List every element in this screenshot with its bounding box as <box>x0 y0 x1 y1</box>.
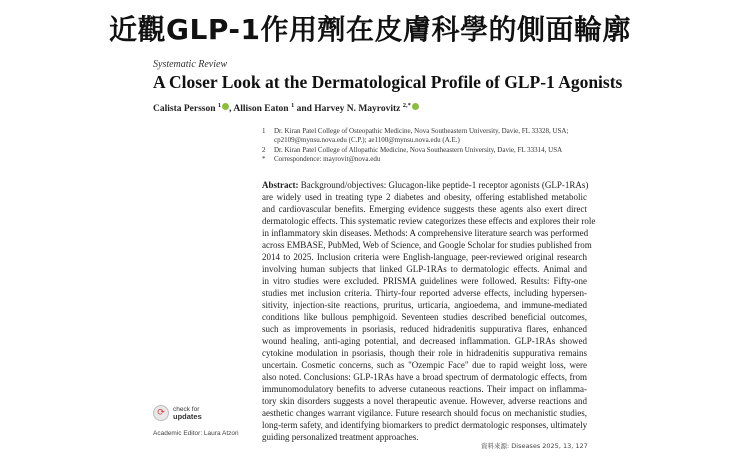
abstract-line: such as improvements in psoriasis, reduced hidradenitis suppurativa flares, enhanced <box>262 324 587 334</box>
affiliation-text: Correspondence: mayrovit@nova.edu <box>274 155 381 164</box>
banner-title: 近觀GLP-1作用劑在皮膚科學的側面輪廓 <box>109 13 631 46</box>
paper-title: A Closer Look at the Dermatological Profile of GLP-1 Agonists <box>153 72 623 92</box>
abstract-label: Abstract: <box>262 180 299 190</box>
author-list <box>153 102 419 114</box>
abstract-line: long-term safety, and identifying biomarkers to predict dermatologic responses, ultimately <box>262 420 588 430</box>
check-updates-line2: updates <box>173 412 202 421</box>
affiliation-text: Dr. Kiran Patel College of Osteopathic Medicine, Nova Southeastern University, Davie, FL 33328, USA; <box>274 127 569 135</box>
affiliation-mark: 2 <box>262 145 266 154</box>
abstract-line: wound healing, anti-aging potential, and decreased inflammation. GLP-1RAs showed <box>262 336 587 346</box>
abstract-line: are widely used in treating type 2 diabetes and obesity, offering established metabolic <box>262 192 587 202</box>
abstract-line: across EMBASE, PubMed, Web of Science, and Google Scholar for studies published from <box>262 240 592 250</box>
abstract-line: in vitro studies were excluded. PRISMA guidelines were followed. Results: Fifty-one <box>262 276 587 286</box>
article-type-label: Systematic Review <box>153 59 228 70</box>
author-name: Allison Eaton <box>233 104 289 115</box>
author-affil-mark: 1 <box>290 102 295 109</box>
check-updates-icon: ⟳ <box>153 405 169 421</box>
affiliation-row <box>262 136 568 145</box>
check-updates-line1: check for <box>173 406 200 413</box>
abstract-line: guiding personalized treatment approaches. <box>262 432 419 442</box>
abstract-line: also noted. Conclusions: GLP-1RAs have a broad spectrum of dermatologic effects, from <box>262 372 587 382</box>
abstract-line: conditions like bullous pemphigoid. Seventeen studies described beneficial outcomes, <box>262 312 587 322</box>
orcid-icon[interactable] <box>412 103 419 110</box>
source-note: 資料來源: Diseases 2025, 13, 127 <box>481 442 588 450</box>
abstract-line: tory skin disorders suggests a novel therapeutic avenue. However, adverse reactions and <box>262 396 587 406</box>
author-separator: , <box>229 104 232 115</box>
abstract-line: studies met inclusion criteria. Thirty-four reported adverse effects, including hypersen- <box>262 288 587 298</box>
author-name: Calista Persson <box>153 104 216 115</box>
affiliation-text: Dr. Kiran Patel College of Allopathic Medicine, Nova Southeastern University, Davie, FL 33314, USA <box>274 145 563 154</box>
abstract-line: 2014 to 2025. Inclusion criteria were English-language, peer-reviewed original research <box>262 252 587 262</box>
abstract-text: Background/objectives: Glucagon-like peptide-1 receptor agonists (GLP-1RAs) <box>300 180 589 190</box>
academic-editor: Academic Editor: Laura Atzori <box>153 430 239 437</box>
abstract-line <box>262 179 587 191</box>
author-affil-mark: 1 <box>217 102 222 109</box>
affiliation-row <box>262 155 568 164</box>
author-separator: and <box>296 104 312 115</box>
affiliation-mark: 1 <box>262 127 266 135</box>
abstract-line: dermatologic effects. This systematic review categorizes these effects and explores their role <box>262 216 596 226</box>
affiliation-mark <box>262 136 274 145</box>
author-name: Harvey N. Mayrovitz <box>314 104 401 115</box>
abstract-line: aesthetic changes warrant vigilance. Future research should focus on mechanistic studies, <box>262 408 587 418</box>
abstract-line: uncertain. Cosmetic concerns, such as "Ozempic Face" due to rapid weight loss, were <box>262 360 587 370</box>
check-for-updates-badge[interactable] <box>153 405 202 421</box>
check-updates-text <box>173 406 202 420</box>
abstract-line: in inflammatory skin diseases. Methods: A comprehensive literature search was performed <box>262 228 589 238</box>
abstract-line: involving human subjects that linked GLP-1RAs to dermatologic effects. Animal and <box>262 264 587 274</box>
affiliations <box>262 127 568 165</box>
abstract-line: and cardiovascular benefits. Emerging evidence suggests these agents also exert direct <box>262 204 587 214</box>
affiliation-row <box>262 146 568 155</box>
affiliation-mark: * <box>262 155 266 164</box>
author-affil-mark: 2,* <box>402 102 411 109</box>
affiliation-row <box>262 127 568 136</box>
abstract-line: cytokine modulation in psoriasis, though their role in hidradenitis suppurativa remains <box>262 348 587 358</box>
abstract-line: sitivity, injection-site reactions, pruritus, urticaria, angioedema, and immune-mediated <box>262 300 587 310</box>
abstract <box>262 179 596 443</box>
affiliation-text: cp2109@mynsu.nova.edu (C.P.); ae1100@mynsu.nova.edu (A.E.) <box>274 136 460 145</box>
abstract-line: immunomodulatory benefits to adverse cutaneous reactions. Their impact on inflamma- <box>262 384 587 394</box>
